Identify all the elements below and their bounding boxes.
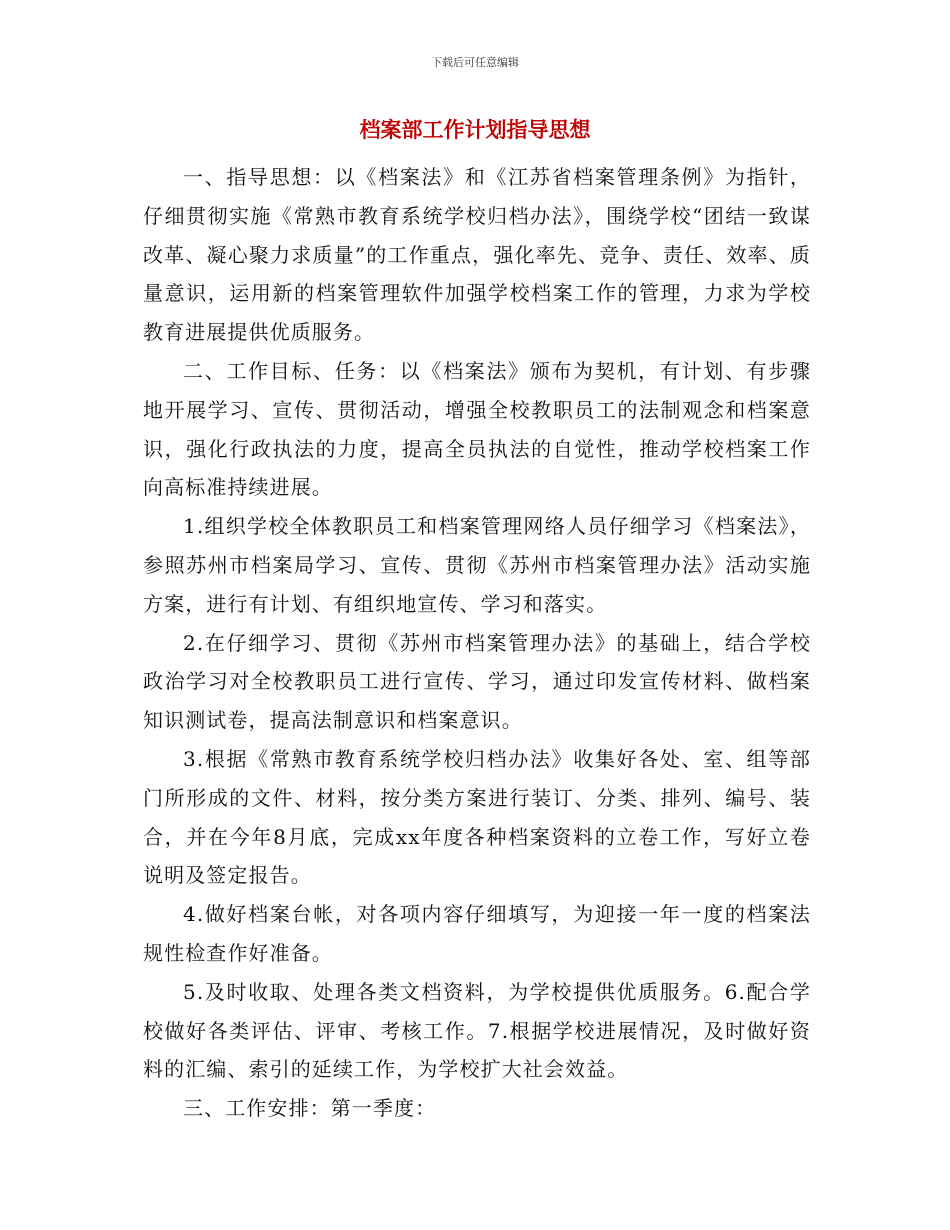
paragraph-work-schedule: 三、工作安排：第一季度：	[183, 1096, 437, 1121]
document-title: 档案部工作计划指导思想	[359, 118, 591, 142]
paragraph-item-3: 3.根据《常熟市教育系统学校归档办法》收集好各处、室、组等部门所形成的文件、材料，按分类方案进行装订、分类、排列、编号、装合，并在今年8月底，完成xx年度各种档案资料的立卷工作，写好立卷说明及签定报告。	[143, 746, 811, 888]
header-note: 下载后可任意编辑	[431, 56, 519, 69]
paragraph-items-5-7: 5.及时收取、处理各类文档资料，为学校提供优质服务。6.配合学校做好各类评估、评审、考核工作。7.根据学校进展情况，及时做好资料的汇编、索引的延续工作，为学校扩大社会效益。	[143, 979, 811, 1082]
paragraph-item-4: 4.做好档案台帐，对各项内容仔细填写，为迎接一年一度的档案法规性检查作好准备。	[143, 902, 811, 965]
paragraph-item-1: 1.组织学校全体教职员工和档案管理网络人员仔细学习《档案法》，参照苏州市档案局学习、宣传、贯彻《苏州市档案管理办法》活动实施方案，进行有计划、有组织地宣传、学习和落实。	[143, 514, 811, 616]
paragraph-guiding-thought: 一、指导思想：以《档案法》和《江苏省档案管理条例》为指针，仔细贯彻实施《常熟市教育系统学校归档办法》，围绕学校“团结一致谋改革、凝心聚力求质量”的工作重点，强化率先、竞争、责任、效率、质量意识，运用新的档案管理软件加强学校档案工作的管理，力求为学校教育进展提供优质服务。	[143, 165, 811, 345]
paragraph-goals-tasks: 二、工作目标、任务：以《档案法》颁布为契机，有计划、有步骤地开展学习、宣传、贯彻活动，增强全校教职员工的法制观念和档案意识，强化行政执法的力度，提高全员执法的自觉性，推动学校档案工作向高标准持续进展。	[143, 358, 811, 500]
paragraph-item-2: 2.在仔细学习、贯彻《苏州市档案管理办法》的基础上，结合学校政治学习对全校教职员工进行宣传、学习，通过印发宣传材料、做档案知识测试卷，提高法制意识和档案意识。	[143, 630, 811, 733]
document-body	[143, 158, 811, 1128]
